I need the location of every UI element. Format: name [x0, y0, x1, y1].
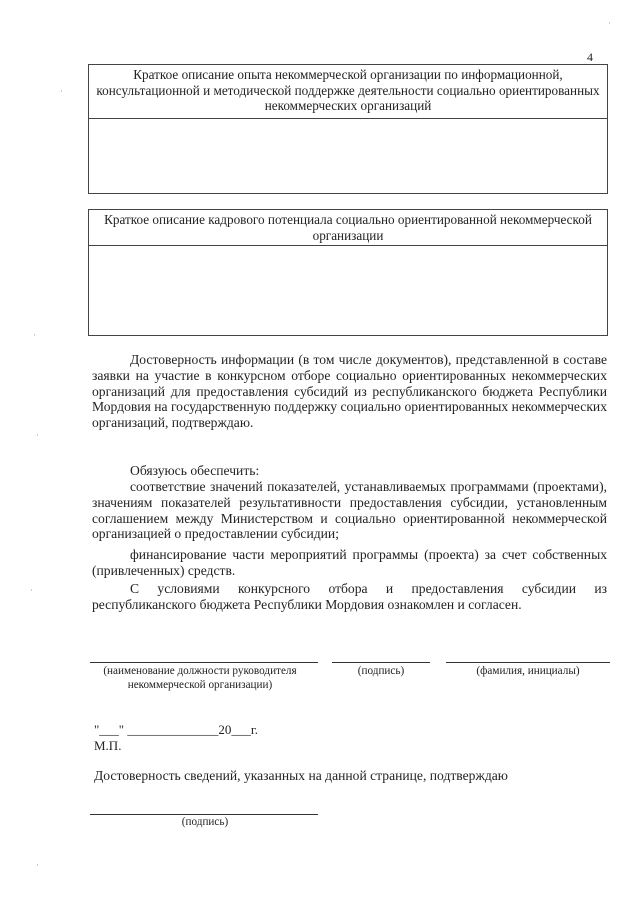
- reliability-paragraph: Достоверность информации (в том числе документов), представленной в составе заявки на участие в конкурсном отборе социально ориентированных некоммерческих организаций для предоставления субсидий из республиканского бюджета Республики Мордовия на государственную поддержку социально ориентированных некоммерческих организаций, подтверждаю.: [92, 352, 607, 431]
- scan-speck: ·: [30, 585, 33, 595]
- verification-signature-caption: (подпись): [181, 816, 229, 828]
- experience-description-box: [88, 64, 608, 194]
- signature-line[interactable]: [332, 662, 430, 663]
- scan-speck: ·: [60, 86, 63, 96]
- experience-description-field[interactable]: [89, 119, 607, 193]
- scan-speck: ·: [36, 860, 39, 870]
- signature-caption: (подпись): [357, 665, 405, 677]
- obligation-item-financing: финансирование части мероприятий программы (проекта) за счет собственных (привлеченных) средств.: [92, 547, 607, 578]
- staff-potential-header: Краткое описание кадрового потенциала социально ориентированной некоммерческой организации: [89, 210, 607, 246]
- staff-potential-box: [88, 209, 608, 336]
- experience-description-header: Краткое описание опыта некоммерческой организации по информационной, консультационной и методической поддержке деятельности социально ориентированных некоммерческих организаций: [89, 65, 607, 119]
- position-line[interactable]: [90, 662, 318, 663]
- agreement-paragraph: С условиями конкурсного отбора и предоставления субсидии из республиканского бюджета Республики Мордовия ознакомлен и согласен.: [92, 581, 607, 612]
- date-line: "___" ______________20___г.: [94, 722, 258, 737]
- stamp-label: М.П.: [94, 738, 122, 753]
- name-caption: (фамилия, инициалы): [476, 665, 580, 677]
- scan-speck: ·: [36, 430, 39, 440]
- name-line[interactable]: [446, 662, 610, 663]
- position-caption: (наименование должности руководителя некоммерческой организации): [103, 665, 297, 691]
- obligation-heading: Обязуюсь обеспечить:: [130, 463, 260, 478]
- page-number: 4: [587, 50, 593, 64]
- scan-speck: ·: [33, 330, 36, 340]
- verification-text: Достоверность сведений, указанных на данной странице, подтверждаю: [94, 768, 508, 783]
- obligation-item-indicators: соответствие значений показателей, устанавливаемых программами (проектами), значениям показателей результативности предоставления субсидии, установленным соглашением между Министерством и социально ориентированной некоммерческой организацией о предоставлении субсидии;: [92, 479, 607, 542]
- staff-potential-field[interactable]: [89, 246, 607, 335]
- scan-speck: ·: [608, 18, 611, 28]
